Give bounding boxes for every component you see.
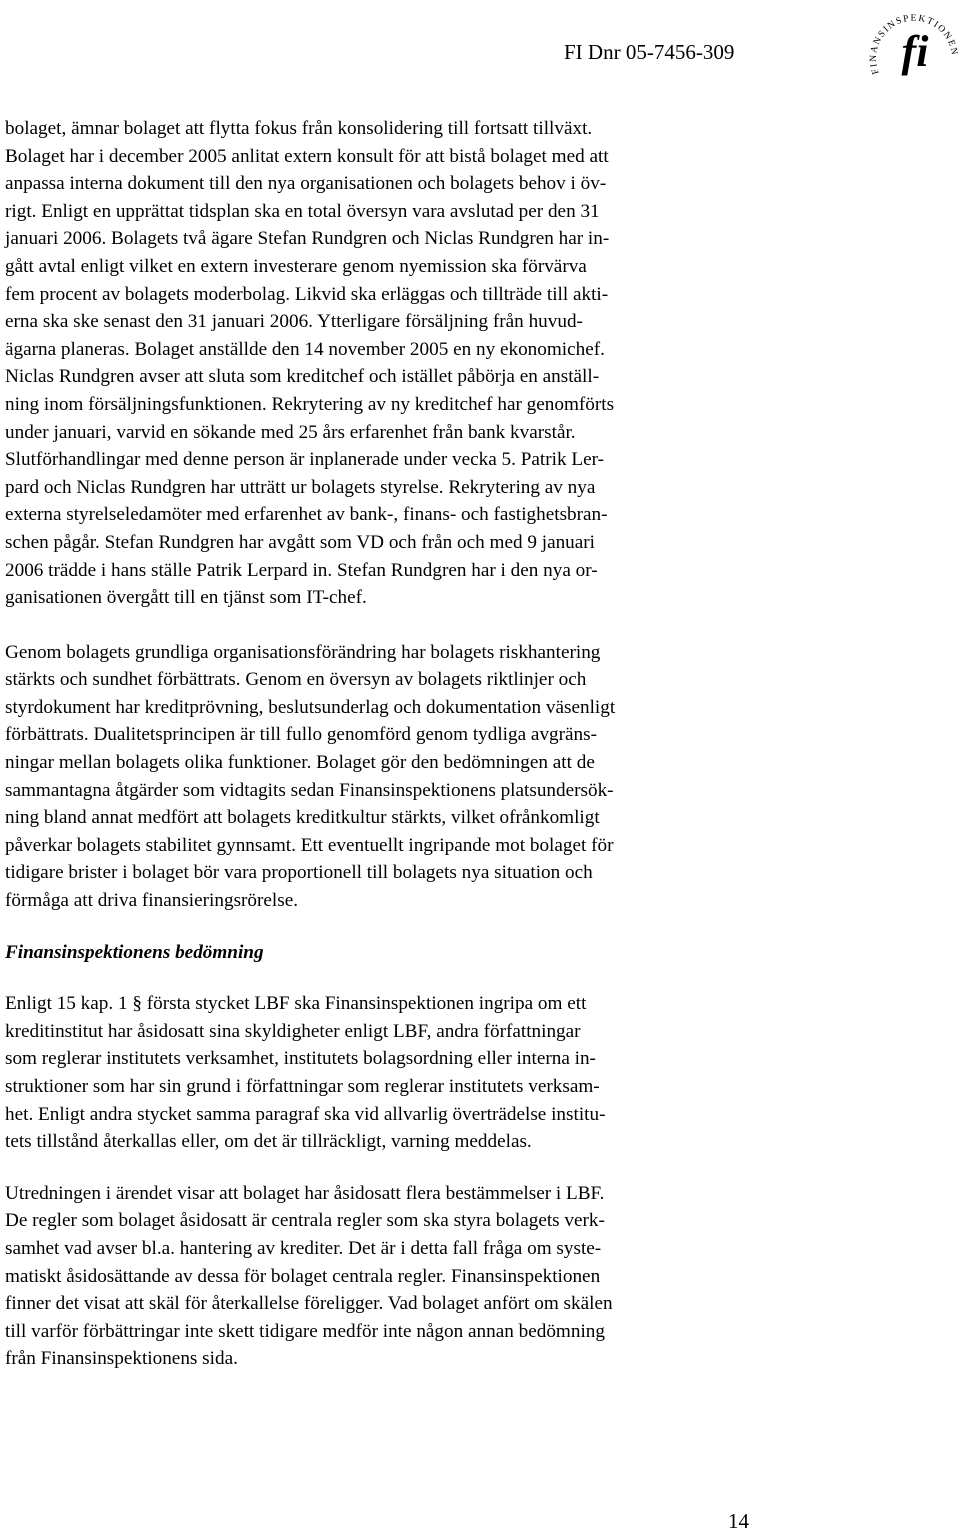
body-line: påverkar bolagets stabilitet gynnsamt. Ett eventuellt ingripande mot bolaget för [5,834,614,856]
document-reference: FI Dnr 05-7456-309 [564,40,735,64]
body-line: ning inom försäljningsfunktionen. Rekrytering av ny kreditchef har genomförts [5,393,615,415]
body-line: gått avtal enligt vilket en extern investerare genom nyemission ska förvärva [5,255,587,277]
body-line: Niclas Rundgren avser att sluta som kreditchef och istället påbörja en anställ- [5,366,600,388]
body-line: 2006 trädde i hans ställe Patrik Lerpard in. Stefan Rundgren har i den nya or- [5,559,598,581]
paragraph-risk-management [5,639,757,915]
finansinspektionen-logo [866,0,960,94]
document-body [5,115,757,1373]
body-line: Genom bolagets grundliga organisationsförändring har bolagets riskhantering [5,641,601,663]
body-line: rigt. Enligt en upprättat tidsplan ska en total översyn vara avslutad per den 31 [5,200,600,222]
section-heading: Finansinspektionens bedömning [5,941,264,963]
body-line: tets tillstånd återkallas eller, om det är tillräckligt, varning meddelas. [5,1131,532,1153]
body-line: som reglerar institutets verksamhet, institutets bolagsordning eller interna in- [5,1048,596,1070]
body-line: ning bland annat medfört att bolagets kreditkultur stärkts, vilket ofrånkomligt [5,807,600,829]
body-line: ägarna planeras. Bolaget anställde den 14 november 2005 en ny ekonomichef. [5,338,605,360]
body-line: finner det visat att skäl för återkallelse föreligger. Vad bolaget anfört om skälen [5,1293,613,1315]
body-line: struktioner som har sin grund i författningar som reglerar institutets verksam- [5,1076,600,1097]
body-line: matiskt åsidosättande av dessa för bolaget centrala regler. Finansinspektionen [5,1265,601,1287]
body-line: tidigare brister i bolaget bör vara proportionell till bolagets nya situation och [5,862,593,884]
body-line: styrdokument har kreditprövning, beslutsunderlag och dokumentation väsenligt [5,696,616,718]
body-line: stärkts och sundhet förbättrats. Genom en översyn av bolagets riktlinjer och [5,669,587,691]
body-line: erna ska ske senast den 31 januari 2006. Ytterligare försäljning från huvud- [5,311,583,333]
body-line: anpassa interna dokument till den nya organisationen och bolagets behov i öv- [5,173,607,195]
body-line: pard och Niclas Rundgren har utträtt ur bolagets styrelse. Rekrytering av nya [5,476,596,498]
paragraph-legal-basis [5,990,757,1156]
page-number: 14 [728,1509,749,1533]
body-line: till varför förbättringar inte skett tidigare medför inte någon annan bedömning [5,1320,605,1342]
paragraph-assessment [5,1180,757,1373]
body-line: Bolaget har i december 2005 anlitat extern konsult för att bistå bolaget med att [5,145,609,167]
paragraph-company-changes [5,115,757,612]
body-line: schen pågår. Stefan Rundgren har avgått som VD och från och med 9 januari [5,531,596,553]
body-line: januari 2006. Bolagets två ägare Stefan Rundgren och Niclas Rundgren har in- [5,228,610,250]
body-line: bolaget, ämnar bolaget att flytta fokus från konsolidering till fortsatt tillväxt. [5,118,593,139]
body-line: från Finansinspektionens sida. [5,1348,238,1370]
body-line: under januari, varvid en sökande med 25 års erfarenhet från bank kvarstår. [5,421,576,443]
body-line: Utredningen i ärendet visar att bolaget har åsidosatt flera bestämmelser i LBF. [5,1182,605,1204]
logo-mark: fi [901,27,929,76]
body-line: Enligt 15 kap. 1 § första stycket LBF ska Finansinspektionen ingripa om ett [5,993,587,1015]
body-line: kreditinstitut har åsidosatt sina skyldigheter enligt LBF, andra författningar [5,1020,581,1042]
body-line: sammantagna åtgärder som vidtagits sedan Finansinspektionens platsundersök- [5,779,614,801]
body-line: förmåga att driva finansieringsrörelse. [5,890,299,912]
body-line: samhet vad avser bl.a. hantering av krediter. Det är i detta fall fråga om syste- [5,1237,602,1259]
body-line: het. Enligt andra stycket samma paragraf ska vid allvarlig överträdelse institu- [5,1103,606,1125]
body-line: Slutförhandlingar med denne person är inplanerade under vecka 5. Patrik Ler- [5,449,605,471]
logo-ring-text: FINANSINSPEKTIONEN [868,13,960,76]
body-line: ningar mellan bolagets olika funktioner. Bolaget gör den bedömningen att de [5,752,595,774]
body-line: De regler som bolaget åsidosatt är centrala regler som ska styra bolagets verk- [5,1210,605,1232]
body-line: ganisationen övergått till en tjänst som IT-chef. [5,587,367,609]
body-line: förbättrats. Dualitetsprincipen är till fullo genomförd genom tydliga avgräns- [5,724,597,746]
body-line: fem procent av bolagets moderbolag. Likvid ska erläggas och tillträde till akti- [5,283,609,305]
body-line: externa styrelseledamöter med erfarenhet av bank-, finans- och fastighetsbran- [5,504,608,526]
